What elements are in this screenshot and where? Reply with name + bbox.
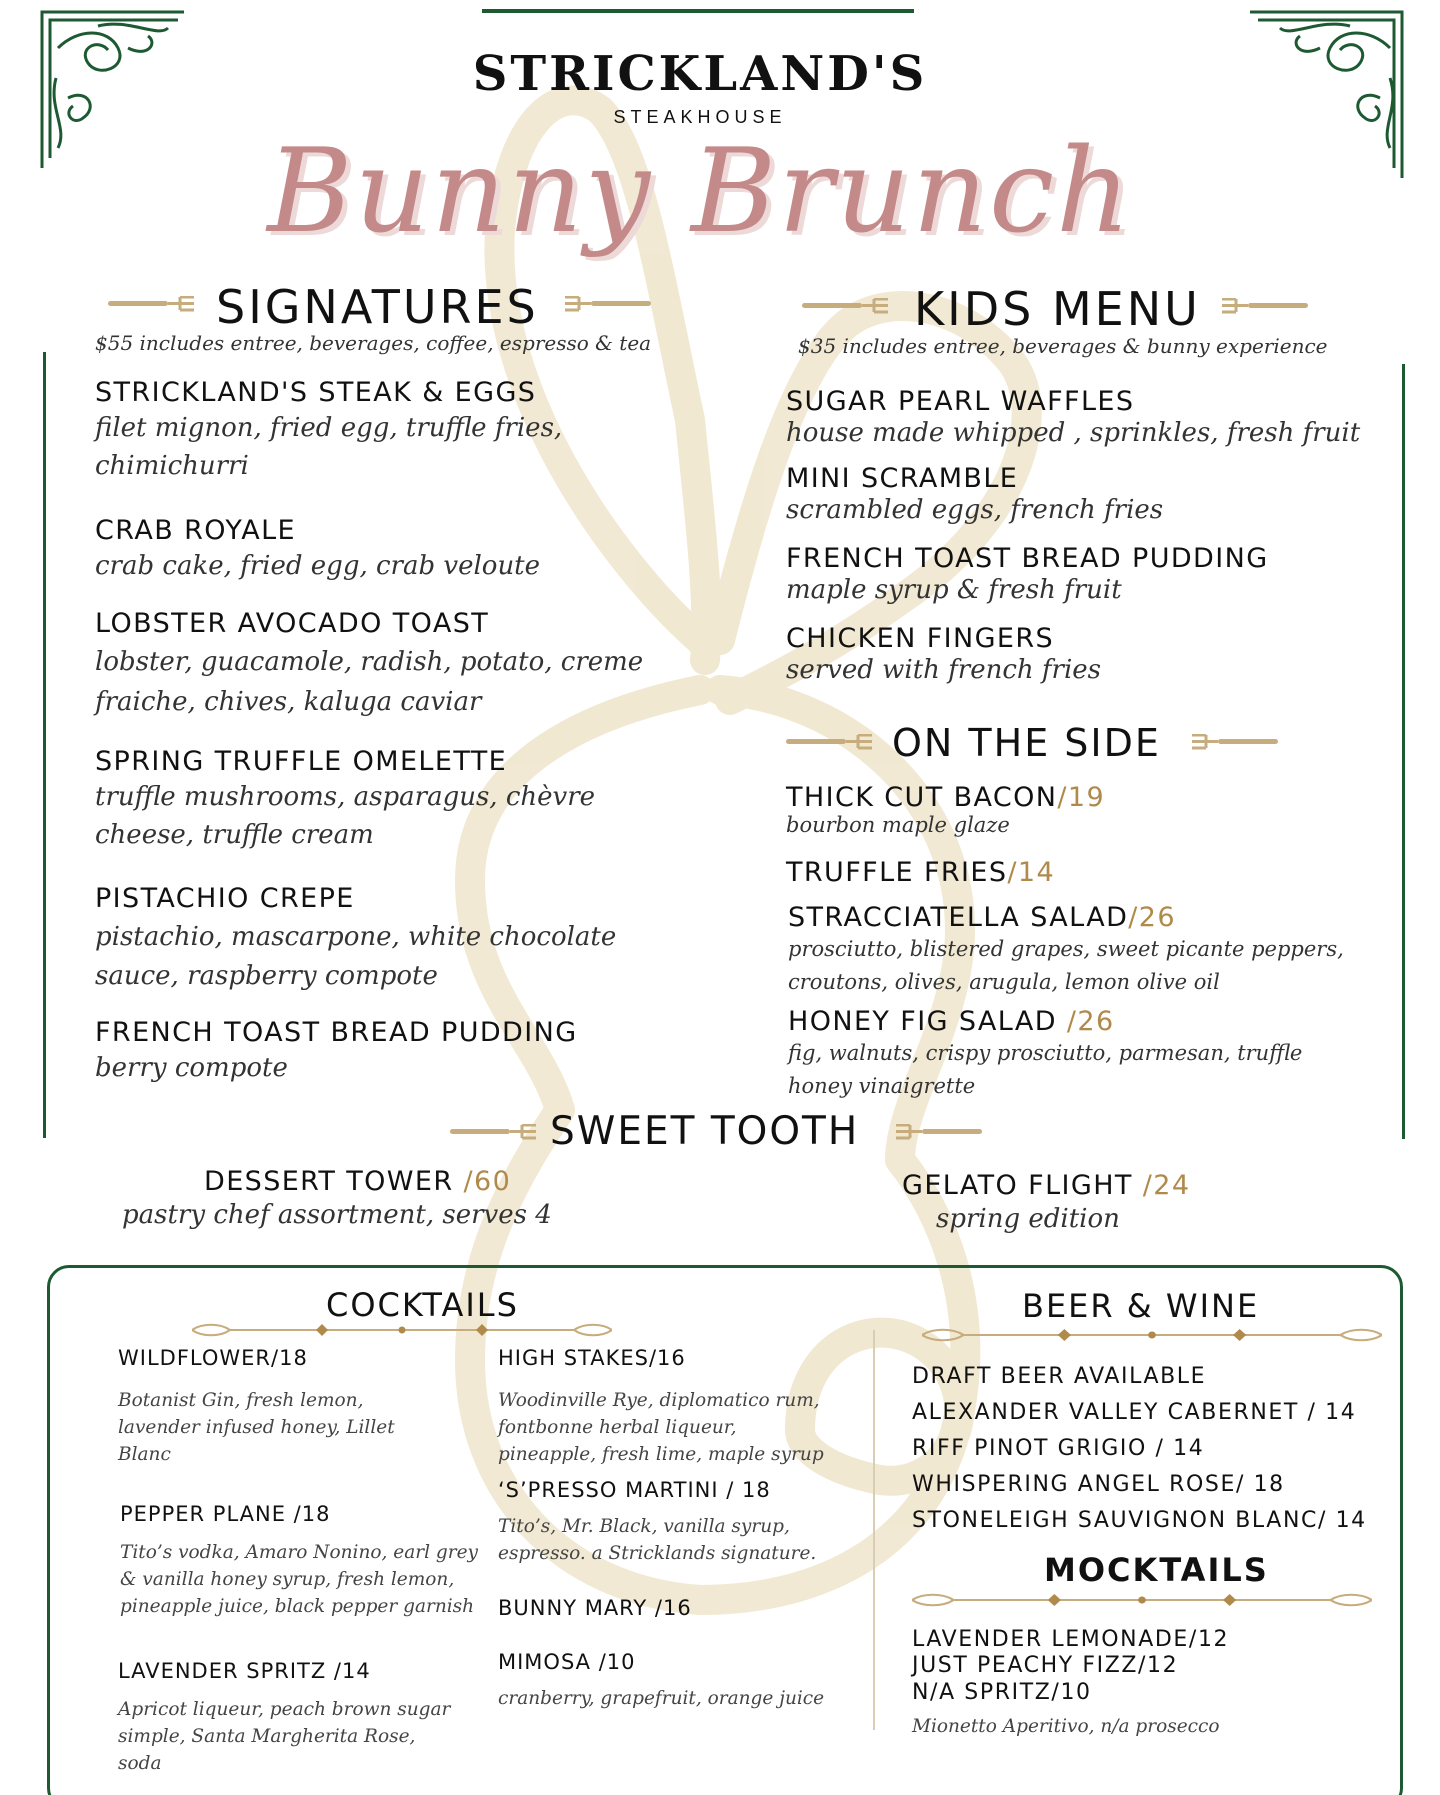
brand-name: STRICKLAND'S (472, 46, 928, 102)
top-divider (482, 9, 914, 13)
list-item (118, 1346, 478, 1468)
fork-decoration-icon (108, 296, 198, 312)
list-item (786, 386, 1386, 451)
item-name: CHICKEN FINGERS (786, 622, 1055, 654)
item-name: STRACCIATELLA SALAD (788, 902, 1129, 934)
left-vertical-rule (43, 352, 46, 1138)
item-price: /19 (1057, 782, 1106, 813)
item-description: spring edition (936, 1204, 1120, 1235)
side-list (786, 782, 1406, 1103)
list-item (786, 782, 1406, 837)
fork-decoration-icon (1222, 298, 1312, 314)
drink-name: MIMOSA /10 (498, 1650, 636, 1675)
item-description: house made whipped , sprinkles, fresh fruit (786, 418, 1361, 449)
list-item (498, 1346, 868, 1468)
item-name: HONEY FIG SALAD (788, 1006, 1067, 1038)
drink-name: HIGH STAKES/16 (498, 1346, 686, 1370)
item-description: scrambled eggs, french fries (786, 494, 1164, 525)
list-item (902, 1170, 1190, 1239)
cocktails-left-column (118, 1346, 478, 1777)
mocktails-list (912, 1627, 1229, 1741)
gold-divider-icon (192, 1320, 612, 1340)
brand-tagline: STEAKHOUSE (613, 107, 787, 127)
fork-decoration-icon (802, 298, 892, 314)
list-item (95, 1017, 675, 1088)
menu-title: Bunny Brunch (267, 124, 1133, 259)
list-item: LAVENDER LEMONADE/12 (912, 1627, 1230, 1652)
item-name: GELATO FLIGHT (902, 1170, 1143, 1201)
list-item (498, 1596, 868, 1620)
list-item (786, 902, 1406, 998)
item-name: CRAB ROYALE (95, 515, 296, 547)
drinks-column-divider (873, 1330, 875, 1730)
fork-decoration-icon (786, 734, 876, 750)
drink-name: LAVENDER SPRITZ /14 (118, 1658, 371, 1683)
item-description: served with french fries (786, 654, 1102, 685)
kids-menu-heading: KIDS MENU (914, 282, 1201, 336)
item-description: bourbon maple glaze (786, 813, 1010, 838)
item-name: THICK CUT BACON (786, 782, 1058, 813)
gold-divider-icon (912, 1590, 1372, 1610)
drink-description: Botanist Gin, fresh lemon, lavender infused honey, Lillet Blanc (118, 1390, 395, 1465)
drink-description: Tito’s, Mr. Black, vanilla syrup, espresso. a Stricklands signature. (498, 1516, 817, 1565)
list-item (498, 1478, 868, 1568)
fork-decoration-icon (1192, 734, 1282, 750)
fork-decoration-icon (896, 1124, 986, 1140)
item-name: SUGAR PEARL WAFFLES (786, 386, 1135, 417)
drink-name: ‘S’PRESSO MARTINI / 18 (498, 1478, 771, 1503)
list-item (95, 883, 675, 997)
drink-description: Apricot liqueur, peach brown sugar simple, Santa Margherita Rose, soda (118, 1698, 451, 1774)
item-price: /26 (1128, 902, 1176, 934)
list-item (118, 1659, 478, 1777)
drink-name: PEPPER PLANE /18 (120, 1502, 331, 1527)
drink-description: Woodinville Rye, diplomatico rum, fontbonne herbal liqueur, pineapple, fresh lime, maple syrup (498, 1390, 824, 1465)
item-name: DESSERT TOWER (204, 1166, 464, 1197)
item-description: lobster, guacamole, radish, potato, creme fraiche, chives, kaluga caviar (95, 647, 644, 717)
kids-menu-list (786, 386, 1386, 687)
item-name: SPRING TRUFFLE OMELETTE (95, 746, 508, 778)
item-description: pistachio, mascarpone, white chocolate sauce, raspberry compote (95, 921, 617, 992)
list-item: STONELEIGH SAUVIGNON BLANC/ 14 (912, 1508, 1367, 1533)
item-name: TRUFFLE FRIES (786, 857, 1008, 889)
cocktails-right-column (498, 1346, 868, 1713)
signatures-list (95, 377, 675, 1087)
gold-divider-icon (922, 1325, 1382, 1345)
item-price: /60 (463, 1166, 512, 1197)
sweet-tooth-heading: SWEET TOOTH (550, 1109, 860, 1154)
list-item: JUST PEACHY FIZZ/12 (912, 1653, 1179, 1679)
item-name: FRENCH TOAST BREAD PUDDING (95, 1016, 578, 1048)
kids-menu-note: $35 includes entree, beverages & bunny experience (798, 334, 1328, 358)
item-description: truffle mushrooms, asparagus, chèvre cheese, truffle cream (95, 782, 596, 850)
list-item (95, 377, 675, 485)
item-price: /14 (1007, 857, 1056, 889)
item-name: STRICKLAND'S STEAK & EGGS (95, 377, 537, 408)
list-item: ALEXANDER VALLEY CABERNET / 14 (912, 1400, 1357, 1425)
drink-name: BUNNY MARY /16 (498, 1596, 692, 1621)
list-item (95, 608, 675, 722)
item-description: fig, walnuts, crispy prosciutto, parmesan, truffle honey vinaigrette (788, 1041, 1303, 1098)
signatures-heading: SIGNATURES (216, 280, 539, 334)
fork-decoration-icon (450, 1124, 540, 1140)
item-name: MINI SCRAMBLE (786, 462, 1019, 494)
list-item (786, 463, 1386, 528)
list-item: WHISPERING ANGEL ROSE/ 18 (912, 1472, 1285, 1497)
signatures-note: $55 includes entree, beverages, coffee, espresso & tea (95, 331, 652, 355)
list-item (118, 1502, 478, 1620)
item-description: berry compote (95, 1052, 288, 1083)
item-description: pastry chef assortment, serves 4 (122, 1200, 552, 1231)
beer-wine-heading: BEER & WINE (1022, 1287, 1260, 1325)
list-item (786, 543, 1386, 608)
mocktail-note: Mionetto Aperitivo, n/a prosecco (912, 1716, 1220, 1738)
item-name: PISTACHIO CREPE (95, 882, 355, 914)
fork-decoration-icon (565, 296, 655, 312)
item-name: FRENCH TOAST BREAD PUDDING (786, 542, 1269, 574)
item-price: /24 (1142, 1170, 1191, 1201)
list-item (498, 1650, 868, 1713)
list-item (786, 857, 1406, 888)
list-item (786, 623, 1386, 688)
mocktails-heading: MOCKTAILS (1044, 1551, 1269, 1589)
list-item (122, 1166, 552, 1235)
list-item: DRAFT BEER AVAILABLE (912, 1364, 1207, 1389)
item-description: prosciutto, blistered grapes, sweet picante peppers, croutons, olives, arugula, lemon olive oil (788, 937, 1344, 994)
list-item (95, 515, 675, 586)
list-item (786, 1006, 1406, 1102)
beer-wine-list (912, 1364, 1367, 1533)
item-description: crab cake, fried egg, crab veloute (95, 551, 541, 582)
item-description: filet mignon, fried egg, truffle fries, chimichurri (95, 413, 563, 481)
cocktails-heading: COCKTAILS (326, 1286, 519, 1324)
item-name: LOBSTER AVOCADO TOAST (95, 608, 490, 640)
list-item: RIFF PINOT GRIGIO / 14 (912, 1436, 1205, 1461)
on-the-side-heading: ON THE SIDE (892, 721, 1161, 765)
item-description: maple syrup & fresh fruit (786, 574, 1122, 605)
drink-description: cranberry, grapefruit, orange juice (498, 1688, 825, 1710)
drink-description: Tito’s vodka, Amaro Nonino, earl grey & vanilla honey syrup, fresh lemon, pineapple juice, black pepper garnish (120, 1542, 478, 1618)
item-price: /26 (1066, 1006, 1115, 1038)
list-item (95, 746, 675, 854)
drink-name: WILDFLOWER/18 (118, 1346, 308, 1370)
list-item: N/A SPRITZ/10 (912, 1679, 1092, 1705)
